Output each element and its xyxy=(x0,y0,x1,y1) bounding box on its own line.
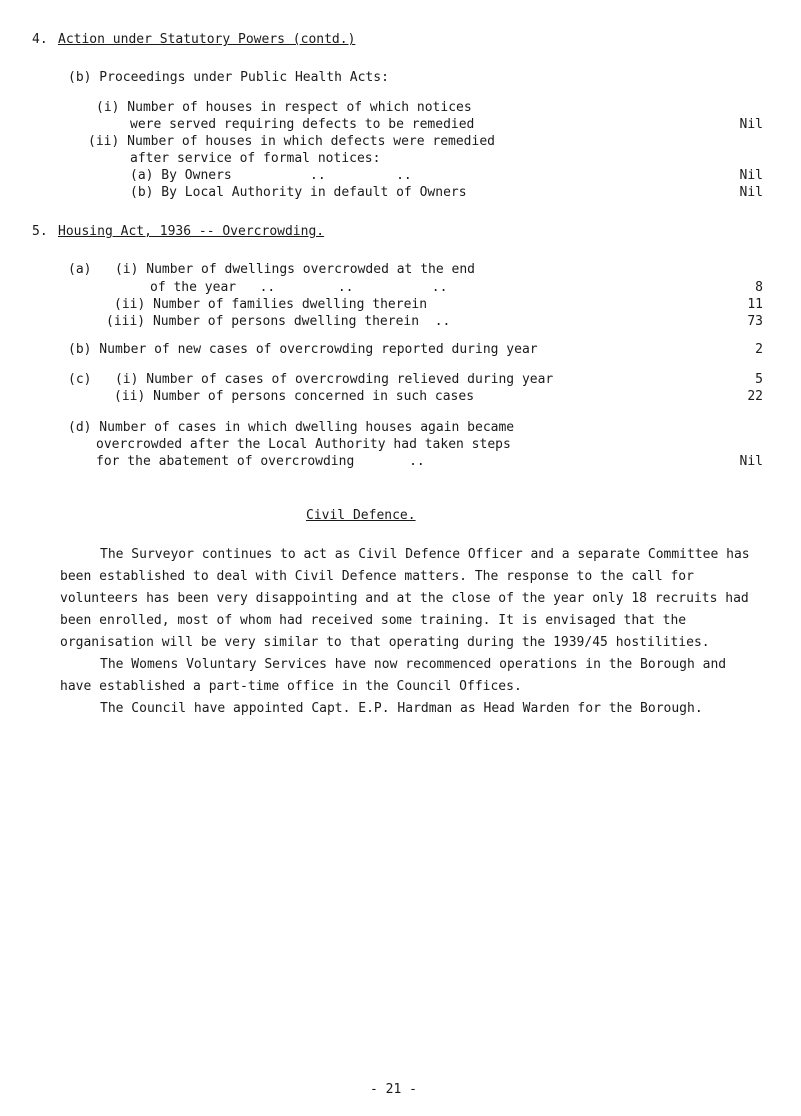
s5-a-i-value: 8 xyxy=(755,280,763,295)
s4-i-value: Nil xyxy=(739,117,763,132)
s5-a-i-line2: of the year .. .. .. xyxy=(150,280,448,295)
civil-para-3: The Council have appointed Capt. E.P. Hardman as Head Warden for the Borough. xyxy=(100,701,703,716)
s4-a-line: (a) By Owners .. .. xyxy=(130,168,412,183)
s4-ii-line2: after service of formal notices: xyxy=(130,151,381,166)
s4-i-line1: (i) Number of houses in respect of which notices xyxy=(96,100,472,115)
s4-a-value: Nil xyxy=(739,168,763,183)
s5-b-line: (b) Number of new cases of overcrowding reported during year xyxy=(68,342,538,357)
section-5-number: 5. xyxy=(32,224,48,239)
s5-a-ii-value: 11 xyxy=(747,297,763,312)
s5-a-iii-line: (iii) Number of persons dwelling therein .. xyxy=(106,314,451,329)
civil-para-2: The Womens Voluntary Services have now recommenced operations in the Borough and have established a part-time office in the Council Offices. xyxy=(60,657,727,694)
s4-ii-line1: (ii) Number of houses in which defects were remedied xyxy=(88,134,495,149)
section-4-heading: Action under Statutory Powers (contd.) xyxy=(58,32,356,47)
s4-b-value: Nil xyxy=(739,185,763,200)
s5-c-i-line: (c) (i) Number of cases of overcrowding relieved during year xyxy=(68,372,554,387)
s5-c-ii-value: 22 xyxy=(747,389,763,404)
civil-defence-body xyxy=(60,544,760,720)
s5-a-ii-line: (ii) Number of families dwelling therein xyxy=(114,297,428,312)
section-4-number: 4. xyxy=(32,32,48,47)
s5-d-line3: for the abatement of overcrowding .. xyxy=(96,454,425,469)
s5-c-i-value: 5 xyxy=(755,372,763,387)
s5-d-line2: overcrowded after the Local Authority had taken steps xyxy=(96,437,511,452)
s4-b-heading: (b) Proceedings under Public Health Acts: xyxy=(68,70,389,85)
s5-a-i-line1: (a) (i) Number of dwellings overcrowded at the end xyxy=(68,262,475,277)
s5-d-line1: (d) Number of cases in which dwelling houses again became xyxy=(68,420,515,435)
s5-c-ii-line: (ii) Number of persons concerned in such cases xyxy=(114,389,475,404)
section-5-heading: Housing Act, 1936 -- Overcrowding. xyxy=(58,224,325,239)
page-number: - 21 - xyxy=(370,1082,417,1097)
civil-para-1: The Surveyor continues to act as Civil Defence Officer and a separate Committee has been established to deal with Civil Defence matters. The response to the call for volunteers has been very disappointing and at the close of the year only 18 recruits had been enrolled, most of whom had received some training. It is envisaged that the organisation will be very similar to that operating during the 1939/45 hostilities. xyxy=(60,547,750,650)
s5-a-iii-value: 73 xyxy=(747,314,763,329)
civil-defence-heading: Civil Defence. xyxy=(306,508,416,523)
s5-d-value: Nil xyxy=(739,454,763,469)
s5-b-value: 2 xyxy=(755,342,763,357)
s4-i-line2: were served requiring defects to be remedied xyxy=(130,117,475,132)
s4-b-line: (b) By Local Authority in default of Owners xyxy=(130,185,467,200)
